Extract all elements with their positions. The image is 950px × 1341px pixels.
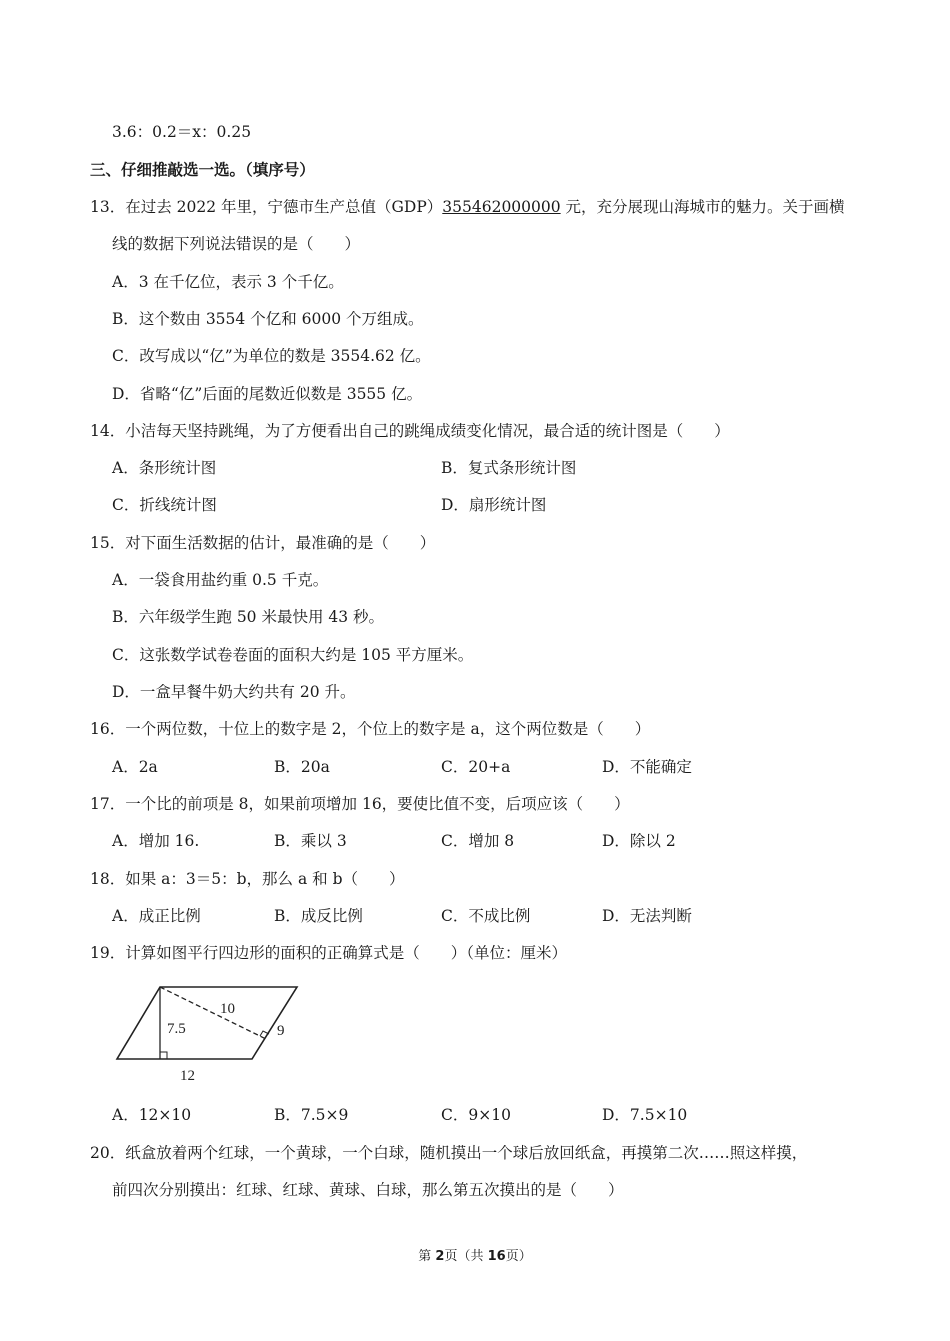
q13-number: 13．	[90, 198, 126, 216]
q18-option-c[interactable]: C．不成比例	[441, 907, 531, 925]
q17-option-a[interactable]: A．增加 16.	[112, 832, 200, 850]
q13-option-d[interactable]: D．省略“亿”后面的尾数近似数是 3555 亿。	[112, 385, 423, 403]
q14-option-c[interactable]: C．折线统计图	[112, 496, 217, 514]
q13-line1	[90, 197, 845, 217]
q17-option-d[interactable]: D．除以 2	[602, 832, 676, 850]
q20-text: 纸盒放着两个红球，一个黄球，一个白球，随机摸出一个球后放回纸盒，再摸第二次……照这样摸，	[125, 1144, 808, 1162]
q14-option-b[interactable]: B．复式条形统计图	[441, 459, 577, 477]
q17-option-b[interactable]: B．乘以 3	[274, 832, 347, 850]
q13-line2: 线的数据下列说法错误的是（ ）	[112, 235, 361, 253]
q15-line1	[90, 533, 435, 553]
q13-underlined-number: 355462000000	[442, 198, 561, 216]
q13-text-a: 在过去 2022 年里，宁德市生产总值（GDP）	[125, 198, 443, 216]
q20-number: 20．	[90, 1144, 126, 1162]
footer-suffix: 页）	[505, 1249, 532, 1264]
q19-option-d[interactable]: D．7.5×10	[602, 1106, 688, 1124]
q14-option-a[interactable]: A．条形统计图	[112, 459, 217, 477]
q16-option-b[interactable]: B．20a	[274, 758, 330, 776]
q17-number: 17．	[90, 795, 126, 813]
q13-option-c[interactable]: C．改写成以“亿”为单位的数是 3554.62 亿。	[112, 347, 431, 365]
q13-option-a[interactable]: A．3 在千亿位，表示 3 个千亿。	[112, 273, 344, 291]
q14-option-d[interactable]: D．扇形统计图	[441, 496, 547, 514]
footer-total-pages: 16	[487, 1249, 506, 1264]
q16-option-d[interactable]: D．不能确定	[602, 758, 692, 776]
q14-line1	[90, 421, 730, 441]
q17-line1	[90, 794, 630, 814]
right-angle-mark-bottom	[160, 1052, 167, 1059]
parallelogram-shape	[117, 987, 297, 1059]
section-title: 三、仔细推敲选一选。（填序号）	[90, 160, 315, 179]
q20-line1	[90, 1143, 807, 1163]
q16-line1	[90, 719, 650, 739]
q16-option-a[interactable]: A．2a	[112, 758, 158, 776]
q19-option-a[interactable]: A．12×10	[112, 1106, 192, 1124]
prev-equation: 3.6：0.2＝x：0.25	[112, 123, 252, 141]
q18-option-d[interactable]: D．无法判断	[602, 907, 692, 925]
q15-option-b[interactable]: B．六年级学生跑 50 米最快用 43 秒。	[112, 608, 385, 626]
q14-number: 14．	[90, 422, 126, 440]
label-10: 10	[220, 1001, 235, 1017]
q15-option-a[interactable]: A．一袋食用盐约重 0.5 千克。	[112, 571, 329, 589]
label-7-5: 7.5	[167, 1021, 186, 1037]
q19-number: 19．	[90, 944, 126, 962]
q18-text: 如果 a：3＝5：b，那么 a 和 b（ ）	[125, 870, 405, 888]
q20-line2: 前四次分别摸出：红球、红球、黄球、白球，那么第五次摸出的是（ ）	[112, 1181, 624, 1199]
q19-text: 计算如图平行四边形的面积的正确算式是（ ）（单位：厘米）	[125, 944, 567, 962]
q13-text-b: 元，充分展现山海城市的魅力。关于画横	[560, 198, 845, 216]
footer-prefix: 第	[418, 1249, 436, 1264]
q15-text: 对下面生活数据的估计，最准确的是（ ）	[125, 534, 436, 552]
page-footer	[0, 1245, 950, 1264]
q17-text: 一个比的前项是 8，如果前项增加 16，要使比值不变，后项应该（ ）	[125, 795, 630, 813]
label-12: 12	[180, 1068, 195, 1084]
footer-mid: 页（共	[444, 1249, 488, 1264]
q17-option-c[interactable]: C．增加 8	[441, 832, 515, 850]
q16-number: 16．	[90, 720, 126, 738]
q16-text: 一个两位数，十位上的数字是 2，个位上的数字是 a，这个两位数是（ ）	[125, 720, 651, 738]
q18-line1	[90, 869, 405, 889]
q16-option-c[interactable]: C．20+a	[441, 758, 511, 776]
q19-option-c[interactable]: C．9×10	[441, 1106, 511, 1124]
q14-text: 小洁每天坚持跳绳，为了方便看出自己的跳绳成绩变化情况，最合适的统计图是（ ）	[125, 422, 730, 440]
q15-number: 15．	[90, 534, 126, 552]
q13-option-b[interactable]: B．这个数由 3554 个亿和 6000 个万组成。	[112, 310, 424, 328]
q18-option-a[interactable]: A．成正比例	[112, 907, 201, 925]
label-9: 9	[277, 1023, 285, 1039]
footer-page-number: 2	[435, 1249, 445, 1264]
q19-line1	[90, 943, 567, 963]
q19-option-b[interactable]: B．7.5×9	[274, 1106, 349, 1124]
parallelogram-figure	[112, 980, 312, 1090]
q15-option-c[interactable]: C．这张数学试卷卷面的面积大约是 105 平方厘米。	[112, 646, 474, 664]
q18-number: 18．	[90, 870, 126, 888]
q15-option-d[interactable]: D．一盒早餐牛奶大约共有 20 升。	[112, 683, 356, 701]
q18-option-b[interactable]: B．成反比例	[274, 907, 363, 925]
